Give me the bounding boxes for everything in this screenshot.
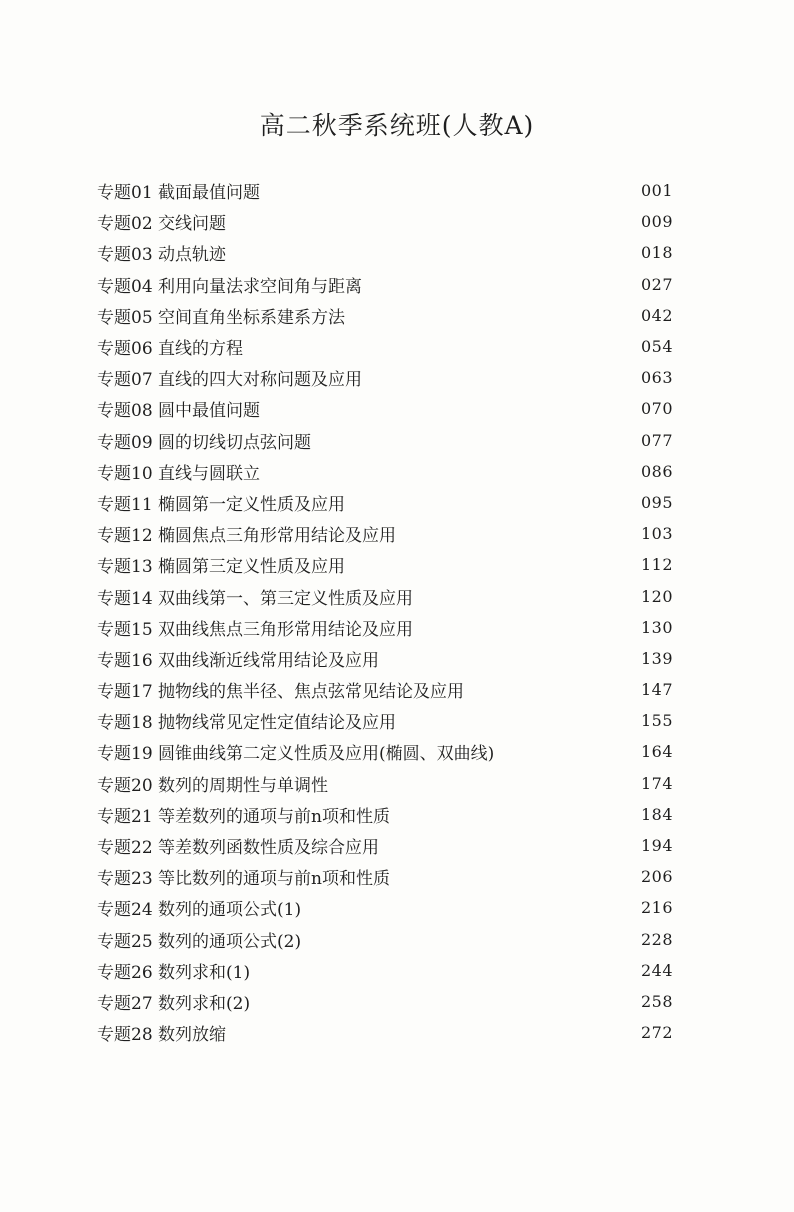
toc-entry [97, 487, 673, 518]
toc-entry-page-number: 103 [640, 524, 673, 544]
toc-entry-title: 专题18 抛物线常见定性定值结论及应用 [97, 713, 397, 734]
toc-entry [97, 331, 673, 362]
toc-entry-page-number: 139 [640, 648, 673, 668]
toc-entry-title: 专题25 数列的通项公式(2) [97, 931, 302, 952]
toc-entry-page-number: 042 [640, 305, 673, 325]
toc-entry [97, 1017, 673, 1048]
toc-entry-page-number: 070 [640, 399, 673, 419]
toc-entry-page-number: 095 [640, 492, 673, 512]
toc-entry-page-number: 147 [640, 680, 673, 700]
toc-entry-title: 专题20 数列的周期性与单调性 [97, 775, 329, 796]
toc-entry-page-number: 027 [640, 274, 673, 294]
toc-entry-page-number: 009 [640, 212, 673, 232]
toc-entry-page-number: 228 [640, 929, 673, 949]
toc-entry-title: 专题11 椭圆第一定义性质及应用 [97, 494, 346, 515]
toc-entry [97, 799, 673, 830]
toc-entry [97, 425, 673, 456]
toc-entry-title: 专题04 利用向量法求空间角与距离 [97, 276, 363, 297]
toc-entry-page-number: 184 [640, 804, 673, 824]
toc-entry-title: 专题27 数列求和(2) [97, 993, 251, 1014]
toc-entry-title: 专题12 椭圆焦点三角形常用结论及应用 [97, 526, 397, 547]
toc-entry-page-number: 120 [640, 586, 673, 606]
toc-entry-title: 专题07 直线的四大对称问题及应用 [97, 370, 363, 391]
toc-entry-page-number: 272 [640, 1023, 673, 1043]
toc-entry-title: 专题23 等比数列的通项与前n项和性质 [97, 869, 390, 890]
toc-entry [97, 362, 673, 393]
toc-entry [97, 393, 673, 424]
toc-entry-title: 专题10 直线与圆联立 [97, 463, 261, 484]
toc-entry-title: 专题08 圆中最值问题 [97, 401, 261, 422]
toc-entry-page-number: 194 [640, 836, 673, 856]
toc-entry [97, 955, 673, 986]
toc-entry [97, 300, 673, 331]
toc-entry-page-number: 001 [640, 181, 673, 201]
toc-entry [97, 705, 673, 736]
toc-entry-title: 专题01 截面最值问题 [97, 183, 261, 204]
toc-entry-title: 专题19 圆锥曲线第二定义性质及应用(椭圆、双曲线) [97, 744, 495, 765]
toc-entry [97, 986, 673, 1017]
toc-entry [97, 518, 673, 549]
toc-entry-title: 专题21 等差数列的通项与前n项和性质 [97, 806, 390, 827]
toc-entry [97, 861, 673, 892]
toc-entry-title: 专题02 交线问题 [97, 214, 227, 235]
toc-entry [97, 674, 673, 705]
toc-entry-page-number: 206 [640, 867, 673, 887]
toc-entry [97, 456, 673, 487]
toc-entry [97, 924, 673, 955]
toc-entry-title: 专题17 抛物线的焦半径、焦点弦常见结论及应用 [97, 682, 465, 703]
toc-entry-title: 专题05 空间直角坐标系建系方法 [97, 307, 346, 328]
toc-entry-title: 专题14 双曲线第一、第三定义性质及应用 [97, 588, 414, 609]
toc-entry-page-number: 112 [640, 555, 673, 575]
toc-entry [97, 580, 673, 611]
toc-entry-page-number: 077 [640, 430, 673, 450]
toc-entry-title: 专题09 圆的切线切点弦问题 [97, 432, 312, 453]
toc-entry-page-number: 258 [640, 991, 673, 1011]
toc-entry-title: 专题03 动点轨迹 [97, 245, 227, 266]
toc-entry [97, 612, 673, 643]
toc-entry [97, 830, 673, 861]
toc-entry [97, 892, 673, 923]
toc-entry-title: 专题15 双曲线焦点三角形常用结论及应用 [97, 619, 414, 640]
toc-entry-title: 专题06 直线的方程 [97, 339, 244, 360]
toc-entry [97, 736, 673, 767]
toc-entry-page-number: 244 [640, 960, 673, 980]
toc-entry-page-number: 054 [640, 337, 673, 357]
toc-entry [97, 269, 673, 300]
toc-entry-page-number: 216 [640, 898, 673, 918]
toc-entry-title: 专题13 椭圆第三定义性质及应用 [97, 557, 346, 578]
toc-entry [97, 237, 673, 268]
toc-entry [97, 768, 673, 799]
toc-entry-page-number: 155 [640, 711, 673, 731]
toc-entry-page-number: 086 [640, 461, 673, 481]
toc-entry [97, 206, 673, 237]
toc-entry-page-number: 164 [640, 742, 673, 762]
table-of-contents [97, 175, 673, 1048]
toc-entry-title: 专题26 数列求和(1) [97, 962, 251, 983]
toc-entry-page-number: 063 [640, 368, 673, 388]
toc-entry-title: 专题22 等差数列函数性质及综合应用 [97, 838, 380, 859]
toc-entry-page-number: 130 [640, 617, 673, 637]
toc-entry-title: 专题24 数列的通项公式(1) [97, 900, 302, 921]
toc-entry-title: 专题16 双曲线渐近线常用结论及应用 [97, 650, 380, 671]
toc-entry-title: 专题28 数列放缩 [97, 1025, 227, 1046]
toc-entry [97, 549, 673, 580]
toc-entry-page-number: 018 [640, 243, 673, 263]
toc-entry [97, 175, 673, 206]
page-title: 高二秋季系统班(人教A) [259, 111, 535, 140]
toc-entry-page-number: 174 [640, 773, 673, 793]
toc-entry [97, 643, 673, 674]
